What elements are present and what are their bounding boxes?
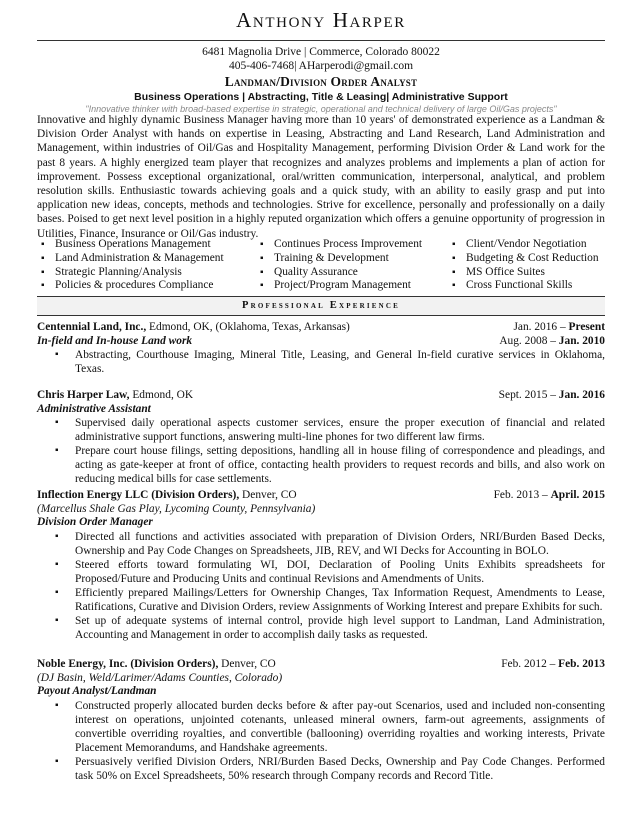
skill-item: ▪ Strategic Planning/Analysis <box>41 266 224 280</box>
company-location: Denver, CO <box>239 489 297 501</box>
job-bullet: ▪ Abstracting, Courthouse Imaging, Mineral Title, Leasing, and General In-field curative services in Oklahoma, Texas. <box>75 348 605 376</box>
job-bullet: ▪ Persuasively verified Division Orders, NRI/Burden Based Decks, Ownership and Pay Code Changes. Performed task 50% on Excel Spreadsheets, 50% research through Company records and Record Title. <box>75 755 605 783</box>
job-project-detail: (DJ Basin, Weld/Larimer/Adams Counties, Colorado) <box>37 671 283 684</box>
skill-item: ▪ Training & Development <box>260 252 422 266</box>
job-bullet: ▪ Supervised daily operational aspects customer services, ensure the proper execution of financial and related administrative support functions, answering multi-line phones for two different law firms. <box>75 416 605 444</box>
skill-item: ▪ Policies & procedures Compliance <box>41 279 224 293</box>
skills-column-2 <box>260 238 422 293</box>
job-bullet: ▪ Steered efforts toward formulating WI, DOI, Declaration of Pooling Units Exhibits spreadsheets for Proposed/Future and Producing Units and continual Revisions and Amendments of Units. <box>75 558 605 586</box>
job-bullets <box>37 348 605 376</box>
job-dates: Feb. 2013 – April. 2015 <box>493 489 605 501</box>
job-entry <box>37 658 605 783</box>
job-project-detail: (Marcellus Shale Gas Play, Lycoming County, Pennsylvania) <box>37 502 316 515</box>
expertise-subtitle: Business Operations | Abstracting, Title & Leasing| Administrative Support <box>134 91 508 103</box>
skill-item: ▪ Quality Assurance <box>260 266 422 280</box>
skill-item: ▪ Client/Vendor Negotiation <box>452 238 599 252</box>
skill-item: ▪ Continues Process Improvement <box>260 238 422 252</box>
job-bullet: ▪ Set up of adequate systems of internal control, provide high level support to Landman, Land Administration, Accounting and Management in order to accomplish daily tasks as requested. <box>75 614 605 642</box>
skill-item: ▪ Project/Program Management <box>260 279 422 293</box>
job-entry <box>37 321 605 376</box>
job-role: Administrative Assistant <box>37 402 151 415</box>
skill-item: ▪ Business Operations Management <box>41 238 224 252</box>
job-role: Division Order Manager <box>37 516 153 528</box>
job-dates: Sept. 2015 – Jan. 2016 <box>498 389 605 401</box>
header-divider <box>37 40 605 41</box>
skill-item: ▪ Land Administration & Management <box>41 252 224 266</box>
job-bullets <box>37 416 605 486</box>
profile-summary: Innovative and highly dynamic Business Manager having more than 10 years' of demonstrated experience as a Landman & Division Order Analyst with hands on expertise in Leasing, Abstracting and Land Research, Land Administration and Management, within industries of Oil/Gas and Hospitality Management, performing Division Order & Land work for the past 8 years. A highly energized team player that recognizes and analyzes problems and implements a plan of action for improvement. Possess exceptional organizational, oral/written communication, interpersonal, analytical, and problem resolution skills. Enthusiastic towards achieving goals and a quick study, with an ability to easily grasp and put into application new ideas, concepts, methods and technologies. Strive for excellence, personally and professionally on a daily bases. Poised to get next level position in a highly reputed organization which offers a genuine opportunity of progression in Utilities, Finance, Insurance or Oil/Gas industry. <box>37 114 605 240</box>
company-name: Chris Harper Law, <box>37 389 130 401</box>
skills-column-3 <box>452 238 599 293</box>
company-name: Centennial Land, Inc., <box>37 321 147 333</box>
job-bullets <box>37 530 605 642</box>
skill-item: ▪ Cross Functional Skills <box>452 279 599 293</box>
skill-item: ▪ MS Office Suites <box>452 266 599 280</box>
company-name: Noble Energy, Inc. (Division Orders), <box>37 658 219 670</box>
job-bullet: ▪ Constructed properly allocated burden decks before & after pay-out Scenarios, used and included non-consenting interest on operations, unjointed cotenants, unleased mineral owners, farm-out agreements, assignments of convertible overriding royalties, and convertible (ballooning) overriding royalties and working interests, Private Placement Memorandums, and Handshake agreements. <box>75 699 605 755</box>
company-location: Edmond, OK <box>129 389 194 401</box>
job-role: In-field and In-house Land work <box>37 334 193 347</box>
role-dates: Aug. 2008 – Jan. 2010 <box>499 334 605 347</box>
contact-line: 405-406-7468| AHarperodi@gmail.com <box>228 60 414 72</box>
address-line: 6481 Magnolia Drive | Commerce, Colorado 80022 <box>202 46 440 58</box>
section-heading-experience: Professional Experience <box>37 296 605 316</box>
job-entry <box>37 389 605 486</box>
job-bullets <box>37 699 605 783</box>
skill-item: ▪ Budgeting & Cost Reduction <box>452 252 599 266</box>
job-bullet: ▪ Prepare court house filings, setting depositions, handling all in house filing of correspondence and pleadings, and acting as gate-keeper at front of office, contacting health providers to request records and bills, and also work on reducing medical bills for case settlements. <box>75 444 605 486</box>
job-bullet: ▪ Directed all functions and activities associated with preparation of Division Orders, NRI/Burden Based Decks, Ownership and Pay Code Changes on Spreadsheets, JIB, REV, and WI Decks for Accounting in BOLO. <box>75 530 605 558</box>
company-location: Denver, CO <box>218 658 276 670</box>
job-entry <box>37 489 605 642</box>
job-dates: Feb. 2012 – Feb. 2013 <box>501 658 605 670</box>
skills-column-1 <box>41 238 224 293</box>
company-name: Inflection Energy LLC (Division Orders), <box>37 489 240 501</box>
job-bullet: ▪ Efficiently prepared Mailings/Letters for Ownership Changes, Tax Information Request, Amendments to Lease, Ratifications, Curative and Division Orders, review Assignments of Working Interest and prepare Exhibits for such. <box>75 586 605 614</box>
tagline-quote: "Innovative thinker with broad-based expertise in strategic, operational and technical delivery of large Oil/Gas projects" <box>85 104 557 114</box>
candidate-name: Anthony Harper <box>236 8 406 32</box>
job-dates: Jan. 2016 – Present <box>513 321 605 333</box>
professional-title: Landman/Division Order Analyst <box>224 74 418 89</box>
company-location: Edmond, OK, (Oklahoma, Texas, Arkansas) <box>146 321 350 333</box>
job-role: Payout Analyst/Landman <box>37 685 157 697</box>
